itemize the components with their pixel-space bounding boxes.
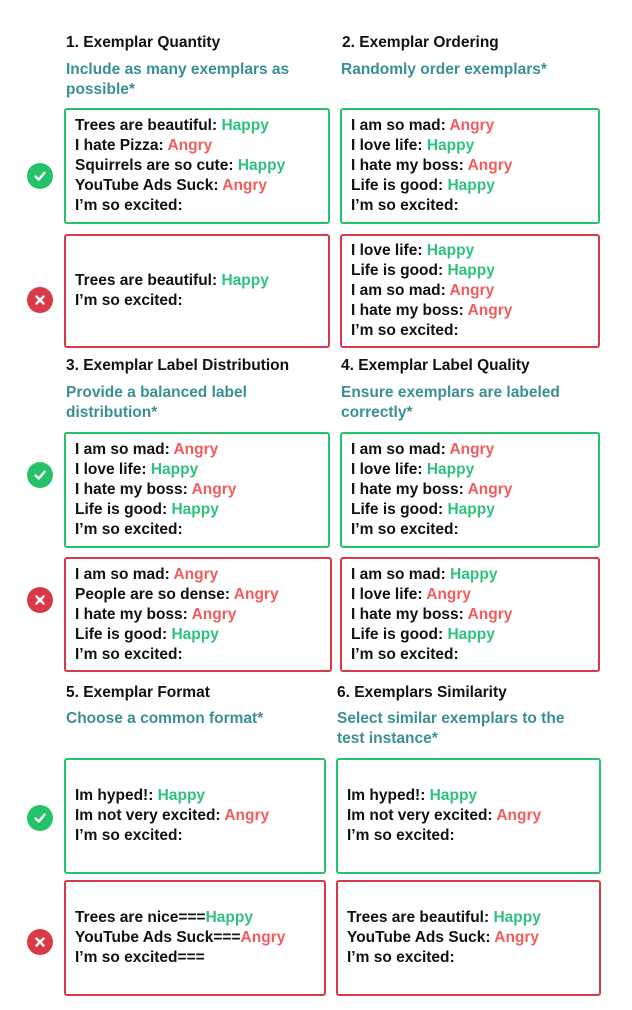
example-line [75,826,324,846]
sentiment-label-happy: Happy [426,137,475,154]
section-1-subtitle: Include as many exemplars as possible* [66,61,290,98]
example-line [347,948,599,968]
cross-icon [27,929,53,955]
sentiment-label-angry: Angry [233,585,279,603]
section-5-title: 5. Exemplar Format [66,684,210,701]
example-text: I’m so excited: [351,521,459,538]
sentiment-label-happy: Happy [447,177,495,194]
example-line [75,806,324,826]
section-1-title: 1. Exemplar Quantity [66,34,221,51]
example-text: I’m so excited: [351,645,459,663]
example-text: Trees are beautiful: [75,272,222,289]
example-text: I am so mad: [75,565,174,583]
sentiment-label-happy: Happy [221,117,269,134]
example-line [75,565,330,585]
example-text: I hate my boss: [351,481,468,498]
section-2-bad-example [340,234,600,348]
example-text: Life is good: [75,501,172,518]
example-line [351,585,598,605]
sentiment-label-angry: Angry [240,929,286,946]
example-line [351,261,598,281]
example-line [75,176,328,196]
example-line [351,156,598,176]
checkmark-icon [27,462,53,488]
example-line [75,271,328,291]
example-line [75,786,324,806]
example-line [351,321,598,341]
sentiment-label-angry: Angry [449,117,495,134]
sentiment-label-angry: Angry [224,807,270,824]
sentiment-label-happy: Happy [426,242,475,259]
example-text: Im not very excited: [75,807,225,824]
example-text: Life is good: [351,262,448,279]
example-text: I’m so excited: [351,322,459,339]
section-4-title: 4. Exemplar Label Quality [341,357,530,374]
example-line [75,291,328,311]
section-6-good-example [336,758,601,874]
sentiment-label-happy: Happy [157,787,206,804]
section-4-good-example [340,432,600,548]
example-line [351,116,598,136]
example-text: I hate my boss: [351,157,468,174]
section-5-subtitle: Choose a common format* [66,710,264,727]
example-text: YouTube Ads Suck=== [75,929,241,946]
example-line [351,440,598,460]
example-text: I’m so excited: [75,292,183,309]
example-line [351,176,598,196]
sentiment-label-happy: Happy [447,625,495,643]
example-text: I’m so excited: [347,949,455,966]
section-5-bad-example [64,880,326,996]
example-line [75,520,328,540]
example-line [351,565,598,585]
example-text: I am so mad: [351,117,450,134]
example-line [75,645,330,665]
example-line [75,625,330,645]
example-text: I’m so excited=== [75,949,205,966]
sentiment-label-angry: Angry [191,481,237,498]
sentiment-label-angry: Angry [494,929,540,946]
example-text: I am so mad: [75,441,174,458]
sentiment-label-angry: Angry [449,282,495,299]
example-line [347,786,599,806]
sentiment-label-angry: Angry [467,157,513,174]
sentiment-label-happy: Happy [493,909,541,926]
example-line [351,605,598,625]
example-line [75,585,330,605]
sentiment-label-angry: Angry [191,605,237,623]
example-line [75,500,328,520]
sentiment-label-happy: Happy [150,461,199,478]
sentiment-label-angry: Angry [467,302,513,319]
section-3-title: 3. Exemplar Label Distribution [66,357,290,374]
example-text: I’m so excited: [75,645,183,663]
sentiment-label-happy: Happy [171,625,219,643]
example-text: I’m so excited: [75,827,183,844]
example-text: YouTube Ads Suck: [75,177,223,194]
example-line [347,826,599,846]
example-text: I hate my boss: [75,605,192,623]
example-line [351,136,598,156]
example-text: I love life: [351,461,427,478]
example-text: I hate my boss: [351,605,468,623]
sentiment-label-angry: Angry [426,585,472,603]
section-6-title: 6. Exemplars Similarity [337,684,507,701]
checkmark-icon [27,805,53,831]
example-text: Trees are beautiful: [347,909,494,926]
section-2-good-example [340,108,600,224]
example-line [75,605,330,625]
sentiment-label-happy: Happy [426,461,475,478]
sentiment-label-angry: Angry [173,565,219,583]
section-1-bad-example [64,234,330,348]
example-text: I am so mad: [351,441,450,458]
section-1-good-example [64,108,330,224]
example-line [351,500,598,520]
example-text: I love life: [351,137,427,154]
sentiment-label-happy: Happy [221,272,269,289]
example-line [75,948,324,968]
example-line [351,460,598,480]
sentiment-label-angry: Angry [467,605,513,623]
example-text: Im hyped!: [75,787,158,804]
example-line [75,928,324,948]
example-text: I hate my boss: [75,481,192,498]
sentiment-label-happy: Happy [447,501,495,518]
sentiment-label-happy: Happy [237,157,286,174]
sentiment-label-happy: Happy [450,565,498,583]
example-line [75,196,328,216]
example-line [75,480,328,500]
example-line [75,116,328,136]
sentiment-label-angry: Angry [167,137,213,154]
sentiment-label-angry: Angry [222,177,268,194]
sentiment-label-angry: Angry [496,807,542,824]
example-text: Life is good: [351,625,448,643]
example-line [351,196,598,216]
sentiment-label-angry: Angry [449,441,495,458]
cross-icon [27,287,53,313]
example-line [75,908,324,928]
sentiment-label-angry: Angry [173,441,219,458]
example-text: People are so dense: [75,585,234,603]
example-line [351,520,598,540]
example-text: I love life: [75,461,151,478]
example-text: I love life: [351,585,427,603]
cross-icon [27,587,53,613]
section-3-good-example [64,432,330,548]
example-line [347,908,599,928]
example-text: I’m so excited: [75,521,183,538]
example-line [347,928,599,948]
example-line [351,241,598,261]
example-text: I hate my boss: [351,302,468,319]
example-text: Trees are beautiful: [75,117,222,134]
sentiment-label-happy: Happy [429,787,478,804]
example-line [351,645,598,665]
section-3-bad-example [64,557,332,672]
example-text: I hate Pizza: [75,137,168,154]
sentiment-label-happy: Happy [205,909,253,926]
example-text: Im hyped!: [347,787,430,804]
checkmark-icon [27,163,53,189]
example-text: I’m so excited: [351,197,459,214]
section-4-subtitle: Ensure exemplars are labeled correctly* [341,384,560,421]
sentiment-label-angry: Angry [467,481,513,498]
example-text: Trees are nice=== [75,909,206,926]
example-line [351,281,598,301]
section-6-bad-example [336,880,601,996]
example-line [351,625,598,645]
example-line [351,480,598,500]
section-6-subtitle: Select similar exemplars to the test instance* [337,710,565,747]
section-4-bad-example [340,557,600,672]
example-text: I’m so excited: [75,197,183,214]
section-2-title: 2. Exemplar Ordering [342,34,499,51]
example-line [75,156,328,176]
section-2-subtitle: Randomly order exemplars* [341,61,547,78]
example-text: Life is good: [351,501,448,518]
example-line [351,301,598,321]
example-text: Life is good: [75,625,172,643]
example-text: I love life: [351,242,427,259]
section-3-subtitle: Provide a balanced label distribution* [66,384,247,421]
sentiment-label-happy: Happy [447,262,495,279]
example-text: Life is good: [351,177,448,194]
sentiment-label-happy: Happy [171,501,219,518]
section-5-good-example [64,758,326,874]
example-line [347,806,599,826]
example-text: Im not very excited: [347,807,497,824]
example-text: Squirrels are so cute: [75,157,238,174]
example-line [75,460,328,480]
example-text: YouTube Ads Suck: [347,929,495,946]
example-text: I am so mad: [351,282,450,299]
example-text: I’m so excited: [347,827,455,844]
example-line [75,136,328,156]
example-text: I am so mad: [351,565,451,583]
example-line [75,440,328,460]
